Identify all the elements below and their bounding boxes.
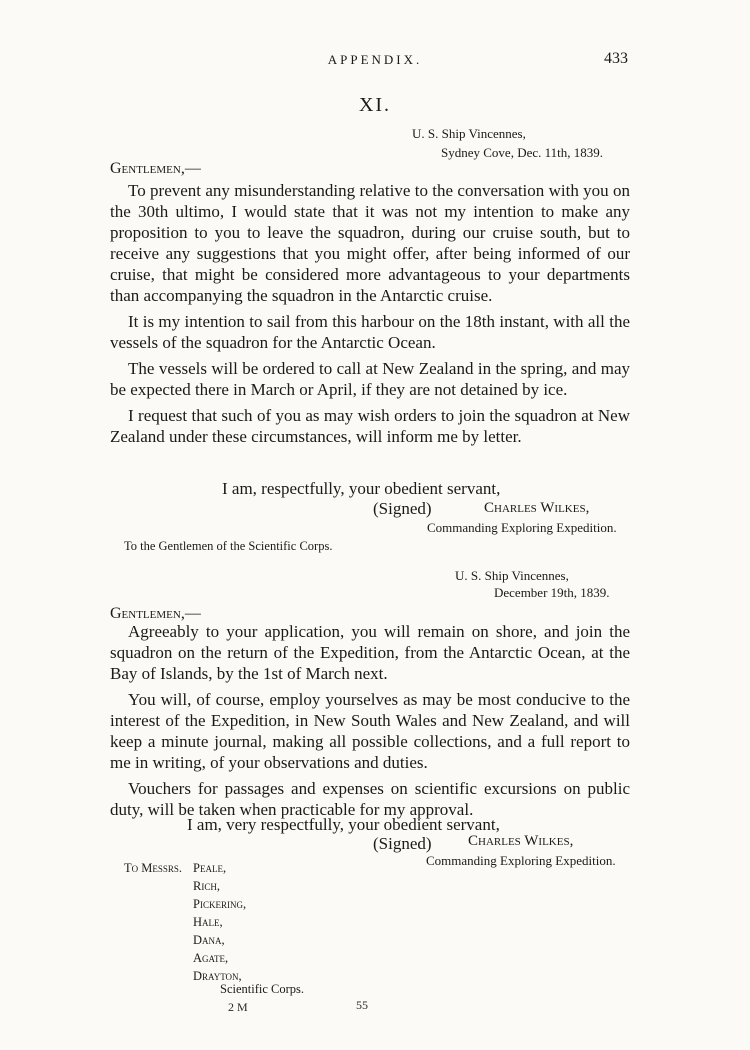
section-number: XI.: [358, 94, 392, 116]
letter2-signer-title: Commanding Exploring Expedition.: [426, 853, 616, 868]
letter1-recipient: To the Gentlemen of the Scientific Corps.: [124, 539, 333, 553]
letter2-recipient-prefix: To Messrs.: [124, 861, 183, 875]
letter1-paragraph: I request that such of you as may wish orders to join the squadron at New Zealand under these circumstances, will inform me by letter.: [110, 406, 630, 446]
letter2-closing: I am, very respectfully, your obedient servant,: [187, 815, 500, 834]
letter1-closing: I am, respectfully, your obedient servant,: [222, 479, 501, 498]
recipient-name: Dana,: [193, 933, 225, 947]
letter2-salutation: Gentlemen,—: [110, 605, 201, 622]
letter1-body: [110, 180, 630, 452]
letter2-paragraph: Vouchers for passages and expenses on scientific excursions on public duty, will be taken when practicable for my approval.: [110, 779, 630, 819]
recipient-name: Hale,: [193, 915, 223, 929]
recipient-name: Pickering,: [193, 897, 247, 911]
letter1-signer-title: Commanding Exploring Expedition.: [427, 520, 617, 535]
letter1-paragraph: The vessels will be ordered to call at New Zealand in the spring, and may be expected there in March or April, if they are not detained by ice.: [110, 359, 630, 399]
letter1-signed: (Signed): [373, 499, 432, 518]
letter2-address-line2: December 19th, 1839.: [494, 585, 610, 600]
recipient-name: Drayton,: [193, 969, 242, 983]
recipient-name: Rich,: [193, 879, 220, 893]
page-number: 433: [604, 50, 628, 67]
letter2-paragraph: You will, of course, employ yourselves as may be most conducive to the interest of the Expedition, in New South Wales and New Zealand, and will keep a minute journal, making all possible collections, and a full report to me in writing, of your observations and duties.: [110, 690, 630, 772]
letter1-salutation: Gentlemen,—: [110, 160, 201, 177]
running-header: APPENDIX.: [327, 52, 423, 67]
letter2-paragraph: Agreeably to your application, you will remain on shore, and join the squadron on the return of the Expedition, from the Antarctic Ocean, at the Bay of Islands, by the 1st of March next.: [110, 622, 630, 683]
recipient-name: Agate,: [193, 951, 229, 965]
letter2-recipient-suffix: Scientific Corps.: [220, 982, 305, 996]
signature-mark: 2 M: [228, 1000, 248, 1014]
letter2-signed: (Signed): [373, 834, 432, 853]
letter1-address-line1: U. S. Ship Vincennes,: [412, 126, 526, 141]
letter2-recipient-list: [193, 859, 246, 985]
letter2-body: [110, 621, 630, 825]
letter2-signer: Charles Wilkes,: [468, 833, 574, 849]
letter1-signer: Charles Wilkes,: [484, 500, 590, 516]
letter1-paragraph: It is my intention to sail from this harbour on the 18th instant, with all the vessels of the squadron for the Antarctic Ocean.: [110, 312, 630, 352]
letter1-address-line2: Sydney Cove, Dec. 11th, 1839.: [441, 145, 603, 160]
recipient-name: Peale,: [193, 861, 227, 875]
letter2-address-line1: U. S. Ship Vincennes,: [455, 568, 569, 583]
letter1-paragraph: To prevent any misunderstanding relative to the conversation with you on the 30th ultimo, I would state that it was not my intention to make any proposition to you to leave the squadron, during our cruise south, but to receive any suggestions that you might offer, after being informed of our cruise, that might be considered more advantageous to your departments than accompanying the squadron in the Antarctic cruise.: [110, 181, 630, 305]
sheet-number: 55: [356, 998, 368, 1012]
